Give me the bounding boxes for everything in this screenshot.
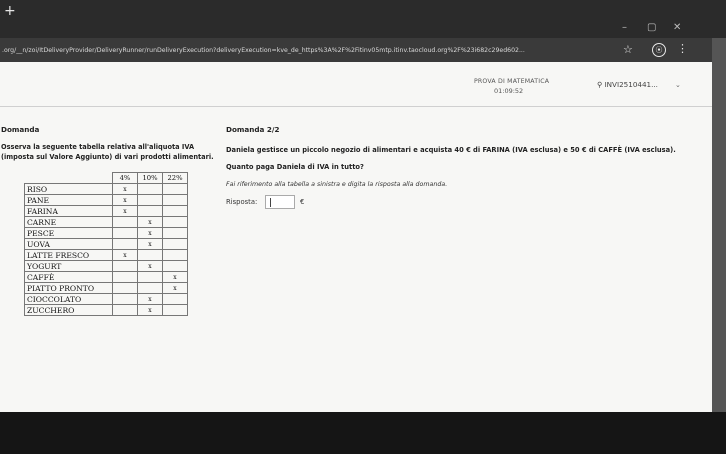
user-id: INVI2510441... [604, 80, 658, 89]
vat-mark: x [113, 195, 138, 206]
timer: 01:09:52 [494, 87, 524, 95]
table-row [25, 261, 188, 272]
vat-mark [113, 272, 138, 283]
profile-icon[interactable]: ⦿ [652, 43, 666, 57]
vat-mark [163, 261, 188, 272]
kebab-menu-icon[interactable]: ⋮ [677, 42, 688, 55]
vat-mark: x [138, 239, 163, 250]
vat-mark [113, 283, 138, 294]
table-row [25, 305, 188, 316]
food-name: YOGURT [25, 261, 113, 272]
table-row [25, 228, 188, 239]
vat-mark [163, 239, 188, 250]
vat-mark [113, 217, 138, 228]
vat-mark [163, 217, 188, 228]
vat-mark [163, 195, 188, 206]
food-name: LATTE FRESCO [25, 250, 113, 261]
food-name: PESCE [25, 228, 113, 239]
chevron-down-icon[interactable]: ⌄ [675, 81, 681, 89]
test-header [0, 62, 712, 107]
vat-mark [138, 184, 163, 195]
vat-mark [163, 206, 188, 217]
food-name: FARINA [25, 206, 113, 217]
vat-mark [163, 294, 188, 305]
table-row [25, 239, 188, 250]
left-section-label: Domanda [1, 125, 40, 134]
vat-mark [138, 250, 163, 261]
vat-mark [113, 228, 138, 239]
column-header-4: 4% [113, 173, 138, 184]
vat-mark [163, 184, 188, 195]
food-name: CARNE [25, 217, 113, 228]
vat-mark [163, 305, 188, 316]
minimize-window-button[interactable]: – [622, 22, 627, 33]
text-cursor [270, 198, 271, 207]
user-menu[interactable] [597, 80, 658, 89]
vat-mark: x [113, 250, 138, 261]
address-bar[interactable] [0, 38, 712, 62]
question-text: Daniela gestisce un piccolo negozio di alimentari e acquista 40 € di FARINA (IVA esclusa) e 50 € di CAFFÈ (IVA esclusa). [226, 146, 676, 154]
vat-mark: x [138, 305, 163, 316]
vat-mark [113, 261, 138, 272]
table-row [25, 294, 188, 305]
food-name: UOVA [25, 239, 113, 250]
question-hint: Fai riferimento alla tabella a sinistra e digita la risposta alla domanda. [226, 181, 448, 188]
vat-mark [113, 305, 138, 316]
vat-mark: x [113, 206, 138, 217]
star-icon[interactable]: ☆ [623, 43, 633, 56]
table-row [25, 206, 188, 217]
screen-bottom-bezel [0, 412, 726, 454]
vat-mark: x [163, 283, 188, 294]
currency-unit: € [300, 198, 305, 206]
test-title: PROVA DI MATEMATICA [474, 78, 550, 85]
food-name: CIOCCOLATO [25, 294, 113, 305]
vat-mark [138, 206, 163, 217]
vat-mark: x [113, 184, 138, 195]
vat-mark [138, 283, 163, 294]
table-row [25, 217, 188, 228]
food-name: PIATTO PRONTO [25, 283, 113, 294]
table-row [25, 250, 188, 261]
close-window-button[interactable]: ✕ [673, 22, 682, 33]
vat-mark: x [138, 261, 163, 272]
vat-mark [138, 272, 163, 283]
food-name: RISO [25, 184, 113, 195]
question-label: Domanda 2/2 [226, 125, 280, 134]
vat-table [24, 172, 188, 316]
column-header-10: 10% [138, 173, 163, 184]
table-row [25, 195, 188, 206]
vat-mark [163, 228, 188, 239]
vat-mark: x [163, 272, 188, 283]
table-instructions: Osserva la seguente tabella relativa all'aliquota IVA (imposta sul Valore Aggiunto) di vari prodotti alimentari. [1, 143, 214, 161]
vat-mark: x [138, 228, 163, 239]
test-page [0, 62, 712, 412]
table-row [25, 272, 188, 283]
vat-mark [163, 250, 188, 261]
user-icon: ⚲ [597, 80, 603, 89]
vat-mark [138, 195, 163, 206]
answer-input[interactable] [265, 195, 295, 209]
screen-side-edge [712, 38, 726, 412]
food-name: PANE [25, 195, 113, 206]
food-name: ZUCCHERO [25, 305, 113, 316]
table-row [25, 283, 188, 294]
question-prompt: Quanto paga Daniela di IVA in tutto? [226, 163, 364, 171]
table-row [25, 184, 188, 195]
table-corner [25, 173, 113, 184]
food-name: CAFFÈ [25, 272, 113, 283]
vat-mark: x [138, 217, 163, 228]
vat-mark: x [138, 294, 163, 305]
answer-label: Risposta: [226, 198, 258, 206]
column-header-22: 22% [163, 173, 188, 184]
browser-tab-bar [0, 0, 726, 38]
url-text[interactable]: .org/__n/zoi/ItDeliveryProvider/DeliveryRunner/runDeliveryExecution?deliveryExecution=kve_de_https%3A%2F%2Fitinv05mtp.itinv.taocloud.org%2F%23i682c29ed602... [2, 46, 525, 54]
table-body [25, 184, 188, 316]
new-tab-button[interactable]: + [4, 3, 16, 19]
vat-mark [113, 239, 138, 250]
maximize-window-button[interactable]: ▢ [647, 22, 657, 33]
vat-mark [113, 294, 138, 305]
